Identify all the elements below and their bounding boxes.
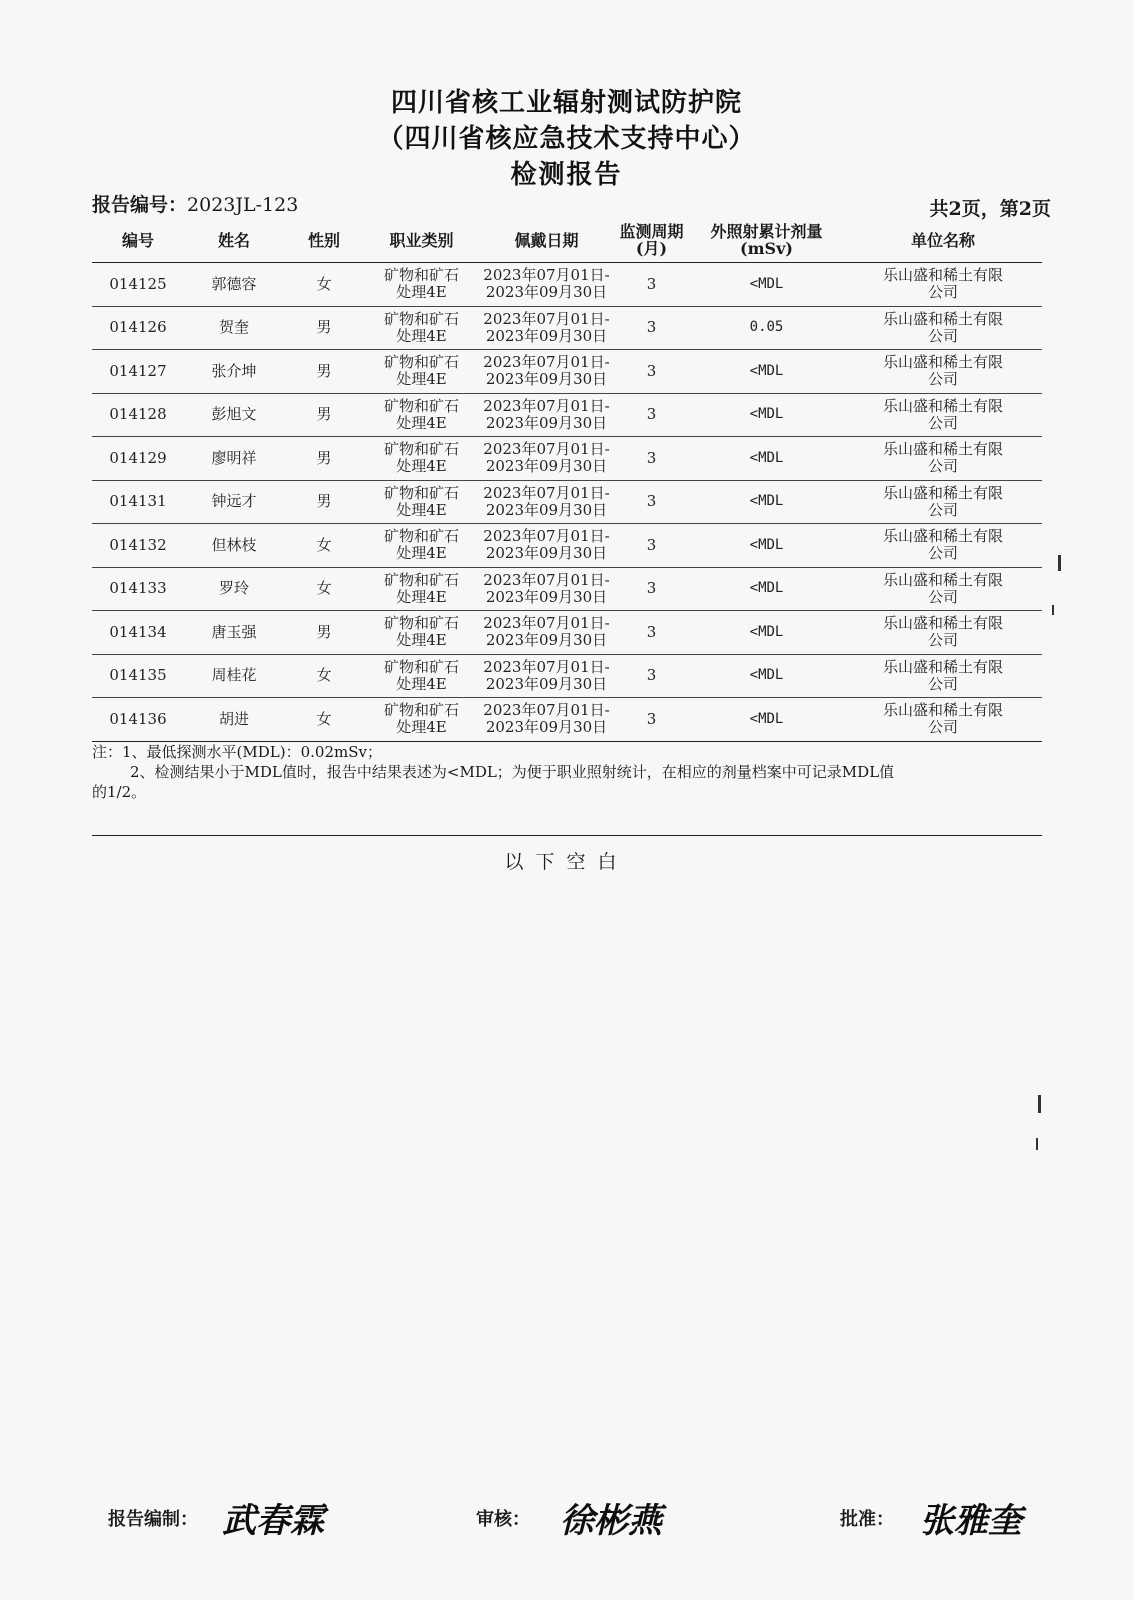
- col-header-dose-line1: 外照射累计剂量: [710, 222, 823, 241]
- cell-date-start: 2023年07月01日-: [483, 614, 610, 633]
- cell-period: 3: [614, 567, 689, 611]
- cell-date: [479, 698, 614, 742]
- table-row: [92, 350, 1042, 394]
- cell-id: 014132: [92, 524, 184, 568]
- table-row: [92, 611, 1042, 655]
- cell-org-line2: 公司: [927, 326, 958, 345]
- cell-category-line2: 处理4E: [396, 500, 447, 519]
- cell-id: 014129: [92, 437, 184, 481]
- cell-org: [844, 350, 1042, 394]
- cell-period: 3: [614, 263, 689, 307]
- cell-org-line1: 乐山盛和稀土有限: [882, 527, 1003, 546]
- cell-org-line1: 乐山盛和稀土有限: [882, 440, 1003, 459]
- cell-category-line2: 处理4E: [396, 544, 447, 563]
- cell-date-start: 2023年07月01日-: [483, 353, 610, 372]
- cell-org-line2: 公司: [927, 587, 958, 606]
- cell-dose: 0.05: [689, 306, 844, 350]
- scan-mark: [1036, 1138, 1038, 1150]
- cell-org: [844, 654, 1042, 698]
- cell-period: 3: [614, 480, 689, 524]
- col-header-dose: [689, 218, 844, 263]
- cell-name: 罗玲: [184, 567, 284, 611]
- cell-sex: 女: [284, 654, 364, 698]
- cell-org-line1: 乐山盛和稀土有限: [882, 570, 1003, 589]
- cell-category-line1: 矿物和矿石: [383, 309, 459, 328]
- org-name: 四川省核工业辐射测试防护院: [390, 88, 742, 118]
- cell-period: 3: [614, 698, 689, 742]
- cell-sex: 男: [284, 611, 364, 655]
- cell-org: [844, 393, 1042, 437]
- cell-org-line2: 公司: [927, 718, 958, 737]
- cell-dose: <MDL: [689, 480, 844, 524]
- cell-category-line1: 矿物和矿石: [383, 483, 459, 502]
- table-row: [92, 698, 1042, 742]
- cell-org-line1: 乐山盛和稀土有限: [882, 266, 1003, 285]
- col-header-period: [614, 218, 689, 263]
- cell-dose: <MDL: [689, 524, 844, 568]
- cell-category: [364, 306, 479, 350]
- report-number-value: 2023JL-123: [187, 194, 299, 216]
- col-header-dose-line2: (mSv): [740, 239, 793, 258]
- cell-period: 3: [614, 611, 689, 655]
- col-header-period-line2: (月): [635, 239, 668, 258]
- cell-category-line2: 处理4E: [396, 413, 447, 432]
- table-row: [92, 567, 1042, 611]
- cell-category-line1: 矿物和矿石: [383, 701, 459, 720]
- cell-category: [364, 437, 479, 481]
- table-row: [92, 480, 1042, 524]
- cell-period: 3: [614, 393, 689, 437]
- cell-date-end: 2023年09月30日: [485, 500, 608, 519]
- col-header-name: 姓名: [184, 218, 284, 263]
- end-marker: 以下空白: [504, 851, 629, 873]
- table-row: [92, 654, 1042, 698]
- note-line-2: 2、检测结果小于MDL值时，报告中结果表述为<MDL；为便于职业照射统计，在相应的剂量档案中可记录MDL值: [130, 763, 895, 781]
- cell-sex: 女: [284, 567, 364, 611]
- author-signature: 武春霖: [222, 1501, 324, 1541]
- cell-id: 014134: [92, 611, 184, 655]
- cell-name: 廖明祥: [184, 437, 284, 481]
- cell-date: [479, 393, 614, 437]
- cell-category-line1: 矿物和矿石: [383, 353, 459, 372]
- table-row: [92, 393, 1042, 437]
- cell-sex: 女: [284, 524, 364, 568]
- cell-date-end: 2023年09月30日: [485, 413, 608, 432]
- cell-date-start: 2023年07月01日-: [483, 657, 610, 676]
- cell-id: 014127: [92, 350, 184, 394]
- cell-dose: <MDL: [689, 263, 844, 307]
- page-info: 共2页，第2页: [929, 198, 1051, 220]
- table-row: [92, 306, 1042, 350]
- col-header-sex: 性别: [284, 218, 364, 263]
- note-line-3: 的1/2。: [92, 783, 147, 801]
- cell-date-start: 2023年07月01日-: [483, 309, 610, 328]
- cell-name: 唐玉强: [184, 611, 284, 655]
- cell-name: 张介坤: [184, 350, 284, 394]
- cell-category: [364, 350, 479, 394]
- cell-dose: <MDL: [689, 611, 844, 655]
- cell-period: 3: [614, 306, 689, 350]
- cell-org-line1: 乐山盛和稀土有限: [882, 483, 1003, 502]
- cell-sex: 男: [284, 350, 364, 394]
- cell-org-line1: 乐山盛和稀土有限: [882, 701, 1003, 720]
- table-header-row: [92, 218, 1042, 263]
- report-number: [92, 190, 298, 217]
- cell-date-end: 2023年09月30日: [485, 674, 608, 693]
- cell-date-end: 2023年09月30日: [485, 326, 608, 345]
- cell-dose: <MDL: [689, 393, 844, 437]
- cell-org-line1: 乐山盛和稀土有限: [882, 309, 1003, 328]
- cell-sex: 男: [284, 437, 364, 481]
- approver-signature: 张雅奎: [920, 1501, 1022, 1541]
- cell-org: [844, 263, 1042, 307]
- scan-mark: [1038, 1095, 1041, 1113]
- table-row: [92, 437, 1042, 481]
- table-row: [92, 524, 1042, 568]
- cell-category-line2: 处理4E: [396, 631, 447, 650]
- cell-date: [479, 524, 614, 568]
- cell-date-start: 2023年07月01日-: [483, 483, 610, 502]
- cell-org-line2: 公司: [927, 457, 958, 476]
- cell-name: 周桂花: [184, 654, 284, 698]
- cell-org: [844, 567, 1042, 611]
- cell-date-start: 2023年07月01日-: [483, 440, 610, 459]
- cell-category-line2: 处理4E: [396, 718, 447, 737]
- cell-org-line2: 公司: [927, 674, 958, 693]
- cell-date: [479, 567, 614, 611]
- cell-category-line1: 矿物和矿石: [383, 440, 459, 459]
- cell-sex: 女: [284, 698, 364, 742]
- cell-date: [479, 611, 614, 655]
- cell-id: 014136: [92, 698, 184, 742]
- cell-name: 郭德容: [184, 263, 284, 307]
- cell-date-end: 2023年09月30日: [485, 370, 608, 389]
- cell-date-end: 2023年09月30日: [485, 457, 608, 476]
- cell-category-line2: 处理4E: [396, 283, 447, 302]
- cell-id: 014133: [92, 567, 184, 611]
- cell-date-start: 2023年07月01日-: [483, 527, 610, 546]
- cell-org-line1: 乐山盛和稀土有限: [882, 396, 1003, 415]
- cell-period: 3: [614, 350, 689, 394]
- cell-date-end: 2023年09月30日: [485, 631, 608, 650]
- cell-date: [479, 480, 614, 524]
- cell-period: 3: [614, 654, 689, 698]
- cell-date-start: 2023年07月01日-: [483, 570, 610, 589]
- cell-date: [479, 437, 614, 481]
- cell-category-line2: 处理4E: [396, 674, 447, 693]
- cell-org: [844, 698, 1042, 742]
- note-line-1: 注：1、最低探测水平(MDL)：0.02mSv；: [92, 743, 382, 761]
- cell-sex: 男: [284, 306, 364, 350]
- col-header-org: 单位名称: [844, 218, 1042, 263]
- cell-category: [364, 567, 479, 611]
- table-row: [92, 263, 1042, 307]
- cell-category-line1: 矿物和矿石: [383, 614, 459, 633]
- reviewer-label: 审核：: [476, 1509, 530, 1530]
- cell-org: [844, 611, 1042, 655]
- cell-date: [479, 263, 614, 307]
- cell-category-line2: 处理4E: [396, 326, 447, 345]
- cell-category-line2: 处理4E: [396, 370, 447, 389]
- cell-org: [844, 480, 1042, 524]
- doc-title: 检测报告: [510, 160, 623, 190]
- cell-date-end: 2023年09月30日: [485, 718, 608, 737]
- cell-date-end: 2023年09月30日: [485, 283, 608, 302]
- cell-category-line1: 矿物和矿石: [383, 396, 459, 415]
- cell-sex: 男: [284, 393, 364, 437]
- cell-category-line1: 矿物和矿石: [383, 570, 459, 589]
- cell-name: 彭旭文: [184, 393, 284, 437]
- author-label: 报告编制：: [108, 1509, 198, 1530]
- cell-org: [844, 437, 1042, 481]
- cell-date-start: 2023年07月01日-: [483, 701, 610, 720]
- cell-date-start: 2023年07月01日-: [483, 266, 610, 285]
- divider: [92, 835, 1042, 836]
- cell-date: [479, 306, 614, 350]
- cell-date-end: 2023年09月30日: [485, 587, 608, 606]
- org-subname: （四川省核应急技术支持中心）: [377, 124, 756, 154]
- cell-id: 014128: [92, 393, 184, 437]
- cell-id: 014126: [92, 306, 184, 350]
- cell-id: 014131: [92, 480, 184, 524]
- col-header-id: 编号: [92, 218, 184, 263]
- col-header-category: 职业类别: [364, 218, 479, 263]
- cell-org-line2: 公司: [927, 631, 958, 650]
- cell-org: [844, 524, 1042, 568]
- cell-org-line1: 乐山盛和稀土有限: [882, 353, 1003, 372]
- notes: [92, 742, 1042, 802]
- cell-sex: 女: [284, 263, 364, 307]
- cell-category-line1: 矿物和矿石: [383, 527, 459, 546]
- cell-dose: <MDL: [689, 437, 844, 481]
- cell-category-line1: 矿物和矿石: [383, 657, 459, 676]
- cell-category: [364, 480, 479, 524]
- cell-org-line1: 乐山盛和稀土有限: [882, 614, 1003, 633]
- cell-category: [364, 393, 479, 437]
- cell-dose: <MDL: [689, 654, 844, 698]
- cell-dose: <MDL: [689, 698, 844, 742]
- cell-dose: <MDL: [689, 350, 844, 394]
- cell-sex: 男: [284, 480, 364, 524]
- cell-org-line2: 公司: [927, 283, 958, 302]
- cell-category-line2: 处理4E: [396, 457, 447, 476]
- cell-period: 3: [614, 437, 689, 481]
- cell-org: [844, 306, 1042, 350]
- cell-category-line2: 处理4E: [396, 587, 447, 606]
- report-number-label: 报告编号：: [92, 194, 188, 216]
- cell-category: [364, 611, 479, 655]
- reviewer-signature: 徐彬燕: [560, 1501, 662, 1541]
- approver-label: 批准：: [840, 1509, 894, 1530]
- cell-name: 钟远才: [184, 480, 284, 524]
- cell-name: 胡进: [184, 698, 284, 742]
- cell-date: [479, 350, 614, 394]
- cell-category: [364, 263, 479, 307]
- cell-name: 但林枝: [184, 524, 284, 568]
- cell-date-end: 2023年09月30日: [485, 544, 608, 563]
- col-header-date: 佩戴日期: [479, 218, 614, 263]
- scan-mark: [1058, 555, 1061, 571]
- cell-org-line2: 公司: [927, 370, 958, 389]
- cell-category: [364, 698, 479, 742]
- cell-org-line2: 公司: [927, 544, 958, 563]
- results-table: [92, 218, 1042, 742]
- col-header-period-line1: 监测周期: [619, 222, 684, 241]
- cell-org-line2: 公司: [927, 500, 958, 519]
- cell-category: [364, 524, 479, 568]
- cell-dose: <MDL: [689, 567, 844, 611]
- cell-date: [479, 654, 614, 698]
- cell-id: 014135: [92, 654, 184, 698]
- cell-category-line1: 矿物和矿石: [383, 266, 459, 285]
- scan-mark: [1052, 605, 1054, 615]
- cell-org-line1: 乐山盛和稀土有限: [882, 657, 1003, 676]
- cell-name: 贺奎: [184, 306, 284, 350]
- cell-id: 014125: [92, 263, 184, 307]
- cell-category: [364, 654, 479, 698]
- cell-org-line2: 公司: [927, 413, 958, 432]
- cell-date-start: 2023年07月01日-: [483, 396, 610, 415]
- cell-period: 3: [614, 524, 689, 568]
